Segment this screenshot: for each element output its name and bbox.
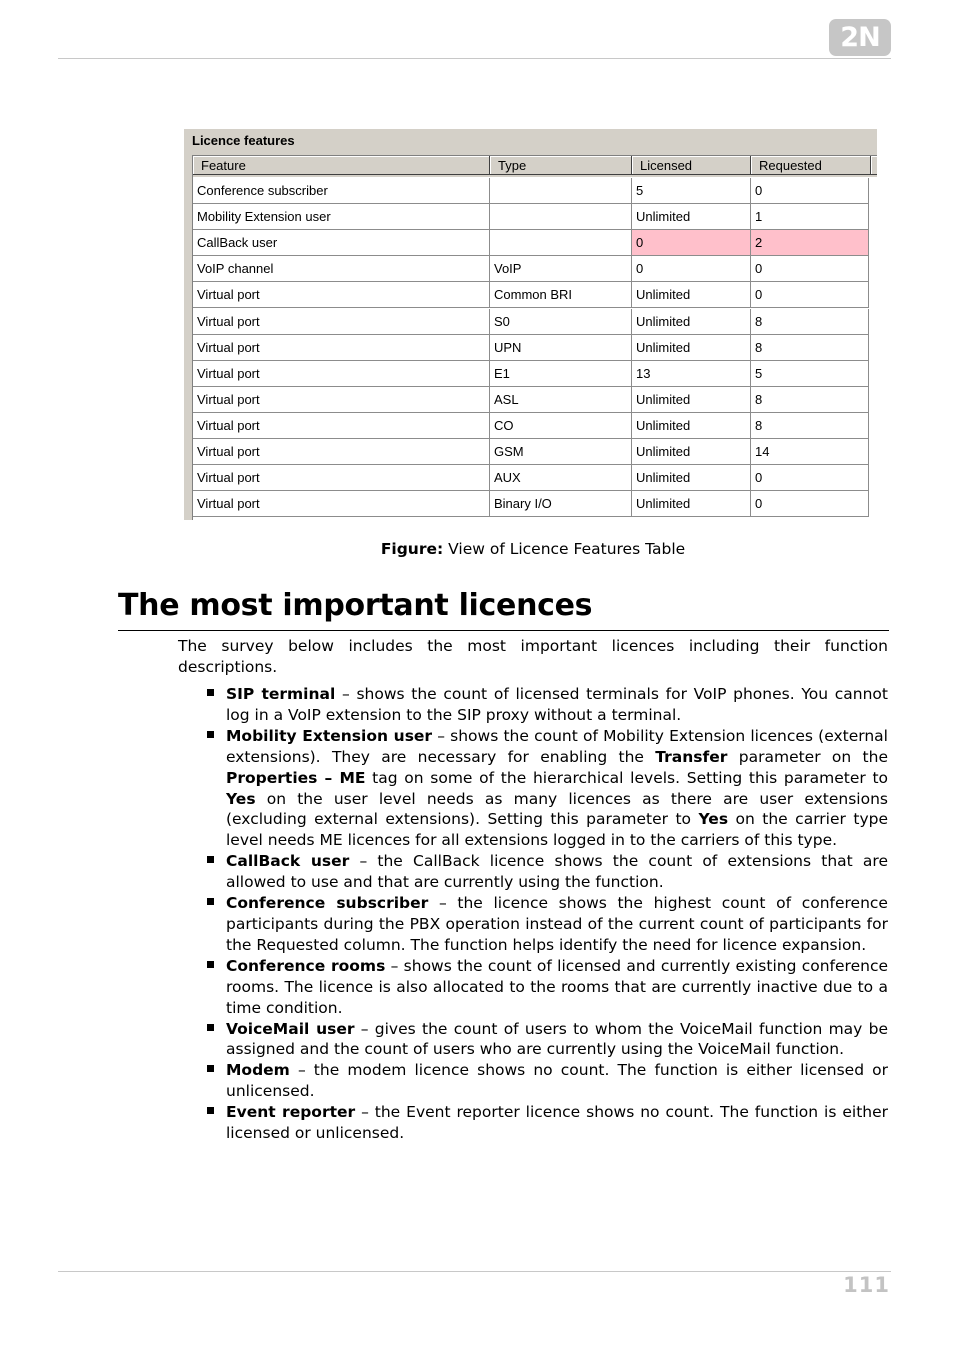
table-row[interactable] xyxy=(193,309,869,335)
licence-features-screenshot xyxy=(184,129,877,520)
cell-requested: 0 xyxy=(751,178,869,204)
cell-feature: Conference subscriber xyxy=(193,178,490,204)
column-header-feature[interactable]: Feature xyxy=(193,156,490,175)
table-row[interactable] xyxy=(193,178,869,204)
table-row[interactable] xyxy=(193,204,869,230)
bullet-icon xyxy=(207,689,214,696)
table-row[interactable] xyxy=(193,282,869,308)
cell-type xyxy=(490,178,632,204)
cell-requested: 2 xyxy=(751,230,869,256)
brand-logo: 2N xyxy=(829,19,891,56)
cell-feature: VoIP channel xyxy=(193,256,490,282)
licence-description: VoiceMail user – gives the count of users to whom the VoiceMail function may be assigned and the count of users who are currently using the VoiceMail function. xyxy=(226,1019,888,1059)
cell-feature: Virtual port xyxy=(193,309,490,335)
cell-type: AUX xyxy=(490,465,632,491)
bullet-icon xyxy=(207,1065,214,1072)
licence-list-item xyxy=(226,893,888,956)
cell-licensed: Unlimited xyxy=(632,491,751,517)
caption-text: View of Licence Features Table xyxy=(443,540,686,558)
page-number: 111 xyxy=(843,1273,890,1297)
cell-licensed: 0 xyxy=(632,230,751,256)
cell-feature: Virtual port xyxy=(193,439,490,465)
cell-requested: 0 xyxy=(751,491,869,517)
cell-type: VoIP xyxy=(490,256,632,282)
licence-list-item xyxy=(226,726,888,851)
header-rule xyxy=(58,58,891,59)
bullet-icon xyxy=(207,1024,214,1031)
cell-licensed: 0 xyxy=(632,256,751,282)
licence-list-item xyxy=(226,956,888,1019)
cell-type: GSM xyxy=(490,439,632,465)
table-row[interactable] xyxy=(193,256,869,282)
bullet-icon xyxy=(207,961,214,968)
table-header xyxy=(193,156,877,177)
licence-list-item xyxy=(226,684,888,726)
cell-type xyxy=(490,230,632,256)
licence-features-table xyxy=(192,155,877,520)
table-row[interactable] xyxy=(193,413,869,439)
table-row[interactable] xyxy=(193,439,869,465)
cell-feature: Virtual port xyxy=(193,413,490,439)
cell-type: ASL xyxy=(490,387,632,413)
licence-description: CallBack user – the CallBack licence shows the count of extensions that are allowed to use and that are currently using the function. xyxy=(226,852,888,892)
cell-licensed: Unlimited xyxy=(632,465,751,491)
licence-list-item xyxy=(226,1019,888,1061)
intro-paragraph: The survey below includes the most important licences including their function descriptions. xyxy=(178,637,888,676)
cell-requested: 8 xyxy=(751,413,869,439)
licence-description: Modem – the modem licence shows no count. The function is either licensed or unlicensed. xyxy=(226,1061,888,1101)
bullet-icon xyxy=(207,1107,214,1114)
table-row[interactable] xyxy=(193,387,869,413)
column-header-licensed[interactable]: Licensed xyxy=(632,156,751,175)
cell-licensed: Unlimited xyxy=(632,335,751,361)
cell-licensed: Unlimited xyxy=(632,387,751,413)
cell-feature: Virtual port xyxy=(193,387,490,413)
table-row[interactable] xyxy=(193,230,869,256)
cell-feature: Virtual port xyxy=(193,282,490,308)
title-rule xyxy=(118,630,889,631)
cell-feature: Virtual port xyxy=(193,491,490,517)
cell-licensed: 5 xyxy=(632,178,751,204)
cell-requested: 1 xyxy=(751,204,869,230)
licence-description: SIP terminal – shows the count of licensed terminals for VoIP phones. You cannot log in a VoIP extension to the SIP proxy without a terminal. xyxy=(226,685,888,724)
cell-requested: 8 xyxy=(751,309,869,335)
cell-licensed: Unlimited xyxy=(632,204,751,230)
cell-feature: CallBack user xyxy=(193,230,490,256)
column-header-requested[interactable]: Requested xyxy=(751,156,871,175)
column-header-filler xyxy=(871,156,877,175)
licence-description: Mobility Extension user – shows the count of Mobility Extension licences (external extensions). They are necessary for enabling the Transfer parameter on the Properties – ME tag on some of the hierarchical levels. Setting this parameter to Yes on the user level needs as many licences as there are user extensions (excluding external extensions). Setting this parameter to Yes on the carrier type level needs ME licences for all extensions logged in to the carriers of this type. xyxy=(226,726,888,850)
bullet-icon xyxy=(207,731,214,738)
cell-requested: 8 xyxy=(751,335,869,361)
licence-list-item xyxy=(226,1060,888,1102)
table-row[interactable] xyxy=(193,361,869,387)
cell-requested: 14 xyxy=(751,439,869,465)
cell-feature: Virtual port xyxy=(193,465,490,491)
cell-requested: 0 xyxy=(751,465,869,491)
licence-description: Conference rooms – shows the count of licensed and currently existing conference rooms. The licence is also allocated to the rooms that are currently inactive due to a time condition. xyxy=(226,956,889,1017)
panel-title: Licence features xyxy=(192,133,295,148)
cell-feature: Mobility Extension user xyxy=(193,204,490,230)
bullet-icon xyxy=(207,856,214,863)
cell-type: E1 xyxy=(490,361,632,387)
cell-requested: 0 xyxy=(751,282,869,308)
section-title: The most important licences xyxy=(118,588,593,623)
cell-type: Common BRI xyxy=(490,282,632,308)
cell-licensed: Unlimited xyxy=(632,309,751,335)
cell-licensed: Unlimited xyxy=(632,413,751,439)
cell-type xyxy=(490,204,632,230)
cell-type: Binary I/O xyxy=(490,491,632,517)
licence-description: Event reporter – the Event reporter licence shows no count. The function is either licensed or unlicensed. xyxy=(226,1103,889,1143)
licence-description: Conference subscriber – the licence shows the highest count of conference participants during the PBX operation instead of the current count of participants for the Requested column. The function helps identify the need for licence expansion. xyxy=(226,894,888,954)
table-row[interactable] xyxy=(193,335,869,361)
licence-list-item xyxy=(226,1102,888,1144)
figure-caption xyxy=(0,540,954,558)
cell-licensed: Unlimited xyxy=(632,439,751,465)
licence-list xyxy=(226,684,888,1144)
cell-requested: 0 xyxy=(751,256,869,282)
bullet-icon xyxy=(207,898,214,905)
cell-licensed: 13 xyxy=(632,361,751,387)
cell-requested: 5 xyxy=(751,361,869,387)
table-row[interactable] xyxy=(193,465,869,491)
cell-licensed: Unlimited xyxy=(632,282,751,308)
cell-feature: Virtual port xyxy=(193,335,490,361)
cell-type: CO xyxy=(490,413,632,439)
licence-list-item xyxy=(226,851,888,893)
cell-requested: 8 xyxy=(751,387,869,413)
table-row[interactable] xyxy=(193,491,869,517)
cell-feature: Virtual port xyxy=(193,361,490,387)
cell-type: S0 xyxy=(490,309,632,335)
cell-type: UPN xyxy=(490,335,632,361)
footer-rule xyxy=(58,1271,891,1272)
caption-label: Figure: xyxy=(380,540,444,558)
column-header-type[interactable]: Type xyxy=(490,156,632,175)
